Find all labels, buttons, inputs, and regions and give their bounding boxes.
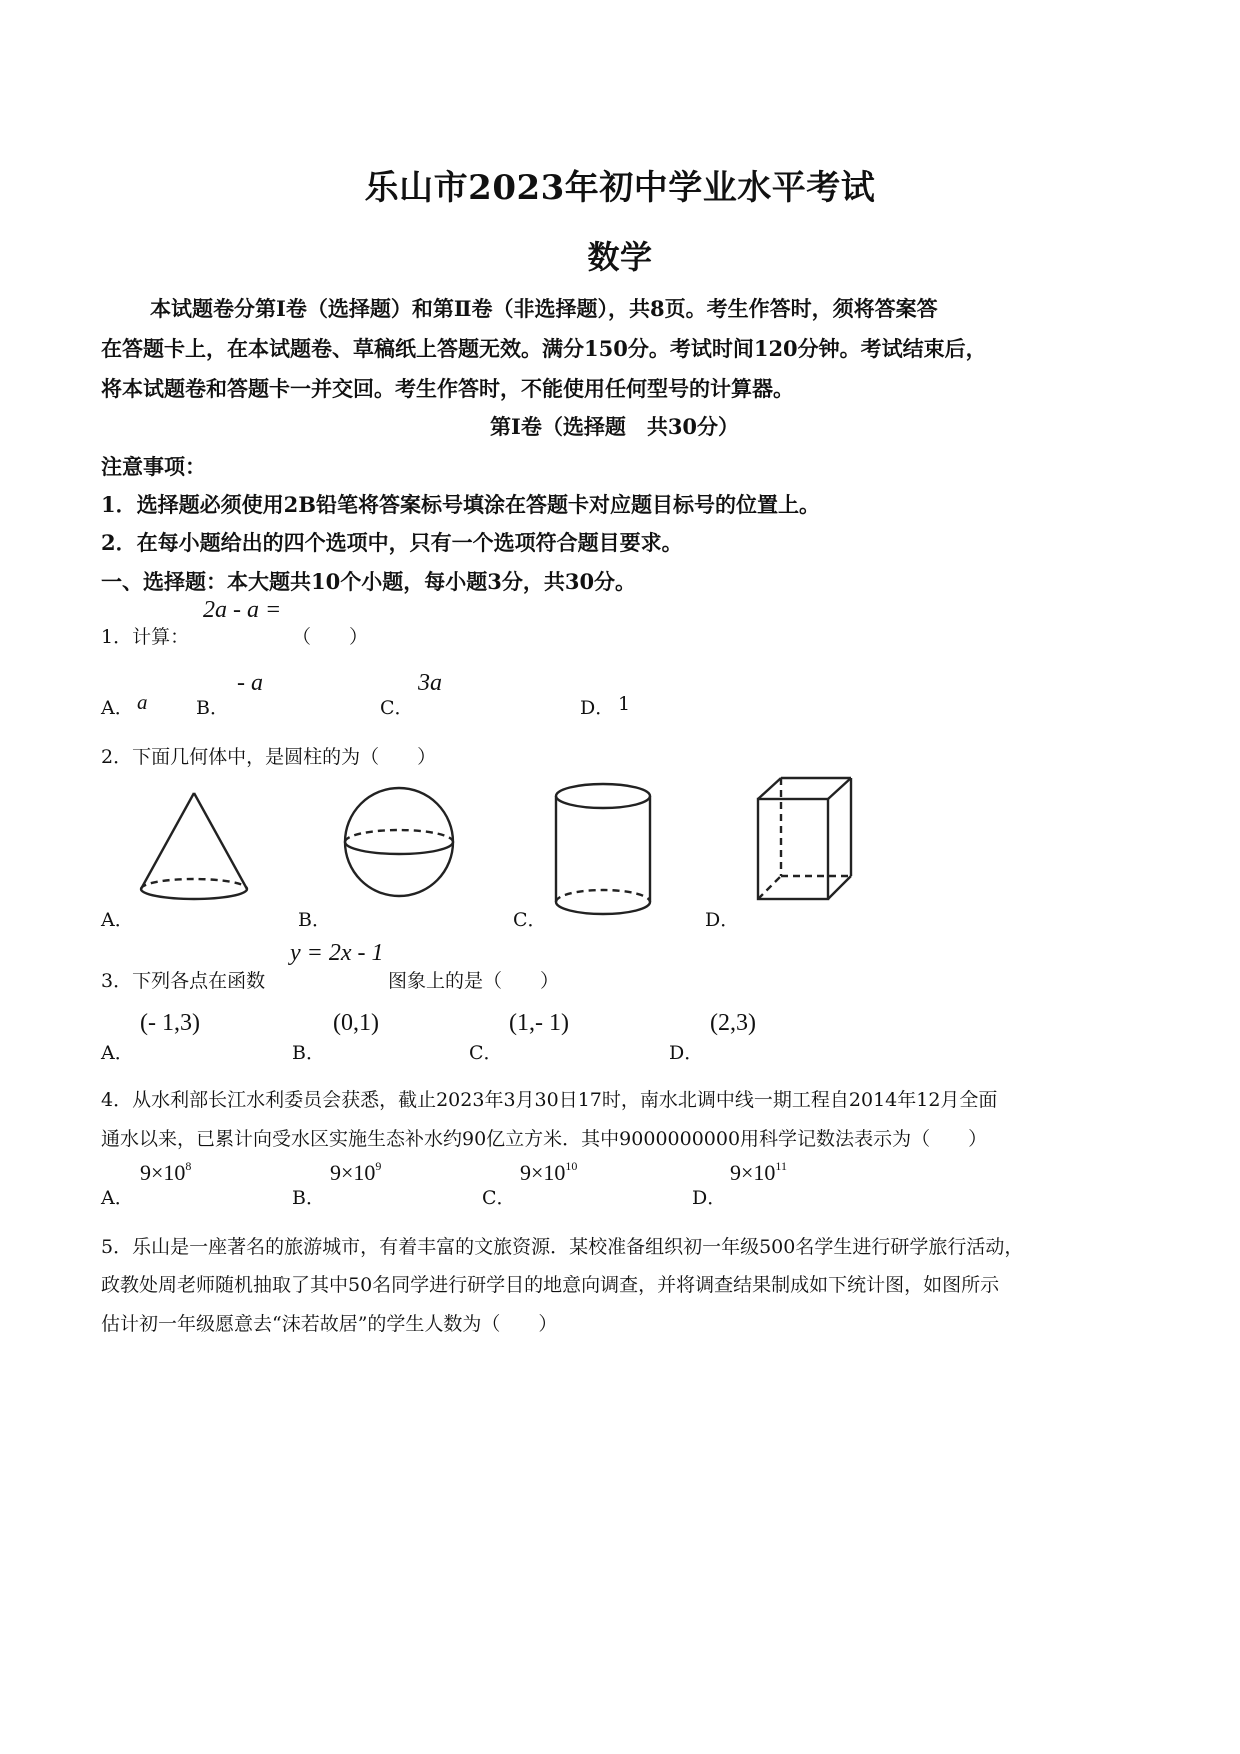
- q4-option-a-value: [140, 1160, 191, 1186]
- q2-option-b-label: B．: [298, 909, 331, 931]
- q1-option-d-value: 1: [618, 693, 631, 715]
- q3-formula: y = 2x - 1: [290, 940, 384, 966]
- q1-option-c-label: C．: [380, 697, 414, 719]
- q4-stem-line-1: 4．从水利部长江水利委员会获悉，截止2023年3月30日17时，南水北调中线一期工程自2014年12月全面: [101, 1089, 998, 1111]
- q4-stem-line-2: 通水以来，已累计向受水区实施生态补水约90亿立方米．其中9000000000用科学记数法表示为（ ）: [101, 1128, 988, 1150]
- q3-option-d-label: D．: [669, 1042, 704, 1064]
- q4-option-c-label: C．: [482, 1187, 516, 1209]
- q5-stem-line-3: 估计初一年级愿意去“沫若故居”的学生人数为（ ）: [101, 1313, 558, 1335]
- q5-stem-line-2: 政教处周老师随机抽取了其中50名同学进行研学目的地意向调查，并将调查结果制成如下统计图，如图所示: [101, 1274, 1000, 1296]
- q3-option-a-label: A．: [101, 1042, 134, 1064]
- q5-stem-line-1: 5．乐山是一座著名的旅游城市，有着丰富的文旅资源．某校准备组织初一年级500名学生进行研学旅行活动，: [101, 1236, 1024, 1258]
- q1-paren: （ ）: [292, 626, 369, 648]
- section-title: 第Ⅰ卷（选择题 共30分）: [490, 414, 740, 439]
- q1-formula: 2a - a =: [203, 597, 282, 623]
- q4-option-c-value: [520, 1160, 577, 1186]
- note-2: 2．在每小题给出的四个选项中，只有一个选项符合题目要求。: [101, 530, 683, 555]
- q4-option-b-label: B．: [292, 1187, 325, 1209]
- q1-option-c-value: 3a: [418, 670, 442, 696]
- q3-option-a-value: (- 1,3): [140, 1010, 200, 1036]
- q3-stem-tail: 图象上的是（ ）: [388, 970, 560, 992]
- q2-option-a-label: A．: [101, 909, 134, 931]
- q4-option-d-value: [730, 1160, 787, 1186]
- q1-option-b-label: B．: [196, 697, 229, 719]
- q4-option-a-label: A．: [101, 1187, 134, 1209]
- q4-option-c-base: 9×10: [520, 1160, 566, 1185]
- q4-option-a-base: 9×10: [140, 1160, 186, 1185]
- q4-option-b-exp: 9: [375, 1159, 382, 1173]
- sphere-icon: [343, 786, 463, 906]
- q1-stem: 1．计算：: [101, 626, 190, 648]
- q4-option-c-exp: 10: [565, 1159, 578, 1173]
- intro-line-3: 将本试题卷和答题卡一并交回。考生作答时，不能使用任何型号的计算器。: [101, 376, 794, 401]
- cone-icon: [135, 787, 255, 907]
- note-1: 1．选择题必须使用2B铅笔将答案标号填涂在答题卡对应题目标号的位置上。: [101, 492, 820, 517]
- subject-title: 数学: [587, 238, 653, 276]
- q3-option-b-label: B．: [292, 1042, 325, 1064]
- q3-option-d-value: (2,3): [710, 1010, 756, 1036]
- intro-line-2: 在答题卡上，在本试题卷、草稿纸上答题无效。满分150分。考试时间120分钟。考试结束后，: [101, 336, 987, 361]
- q1-option-a-label: A．: [101, 697, 134, 719]
- q1-option-b-value: - a: [237, 670, 263, 696]
- q1-option-a-value: a: [137, 690, 148, 714]
- q3-option-c-value: (1,- 1): [509, 1010, 569, 1036]
- q3-option-c-label: C．: [469, 1042, 503, 1064]
- q3-option-b-value: (0,1): [333, 1010, 379, 1036]
- q2-option-c-label: C．: [513, 909, 547, 931]
- q1-option-d-label: D．: [580, 697, 615, 719]
- cylinder-icon: [555, 782, 665, 932]
- q3-stem: 3．下列各点在函数: [101, 970, 266, 992]
- q2-option-d-label: D．: [705, 909, 740, 931]
- q2-stem: 2．下面几何体中，是圆柱的为（ ）: [101, 746, 437, 768]
- q4-option-d-exp: 11: [775, 1159, 787, 1173]
- notes-heading: 注意事项：: [101, 454, 206, 479]
- q4-option-a-exp: 8: [185, 1159, 192, 1173]
- q4-option-d-base: 9×10: [730, 1160, 776, 1185]
- exam-title: 乐山市2023年初中学业水平考试: [364, 168, 876, 208]
- q4-option-b-base: 9×10: [330, 1160, 376, 1185]
- q4-option-d-label: D．: [692, 1187, 727, 1209]
- part-heading: 一、选择题：本大题共10个小题，每小题3分，共30分。: [101, 569, 637, 594]
- intro-line-1: 本试题卷分第Ⅰ卷（选择题）和第Ⅱ卷（非选择题），共8页。考生作答时，须将答案答: [150, 296, 938, 321]
- cube-icon: [756, 776, 866, 916]
- q4-option-b-value: [330, 1160, 381, 1186]
